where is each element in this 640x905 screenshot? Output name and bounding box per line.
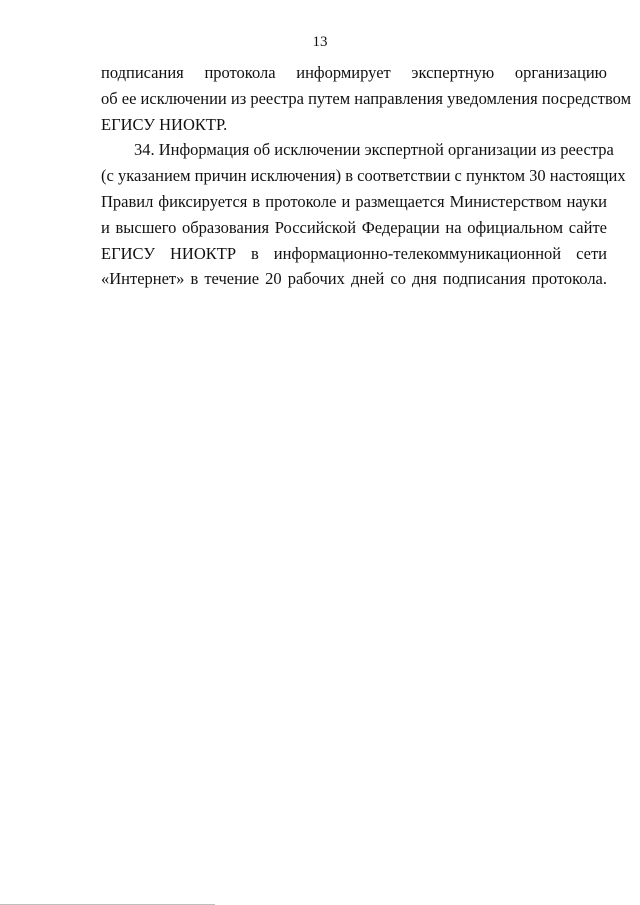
text-line: «Интернет» в течение 20 рабочих дней со дня подписания протокола. — [101, 269, 607, 289]
page-number: 13 — [312, 34, 328, 50]
text-line: ЕГИСУ НИОКТР в информационно-телекоммуникационной сети — [101, 243, 607, 263]
text-line: об ее исключении из реестра путем направления уведомления посредством — [101, 88, 632, 108]
text-line: и высшего образования Российской Федерации на официальном сайте — [101, 217, 607, 237]
document-body — [101, 60, 632, 292]
text-line: (с указанием причин исключения) в соответствии с пунктом 30 настоящих — [101, 166, 626, 186]
text-line: Правил фиксируется в протоколе и размещается Министерством науки — [101, 191, 607, 211]
text-line: ЕГИСУ НИОКТР. — [101, 114, 228, 134]
text-line: подписания протокола информирует экспертную организацию — [101, 63, 607, 82]
paragraph-34 — [101, 137, 626, 292]
paragraph-continuation — [101, 60, 632, 137]
text-line: 34. Информация об исключении экспертной организации из реестра — [134, 140, 614, 160]
